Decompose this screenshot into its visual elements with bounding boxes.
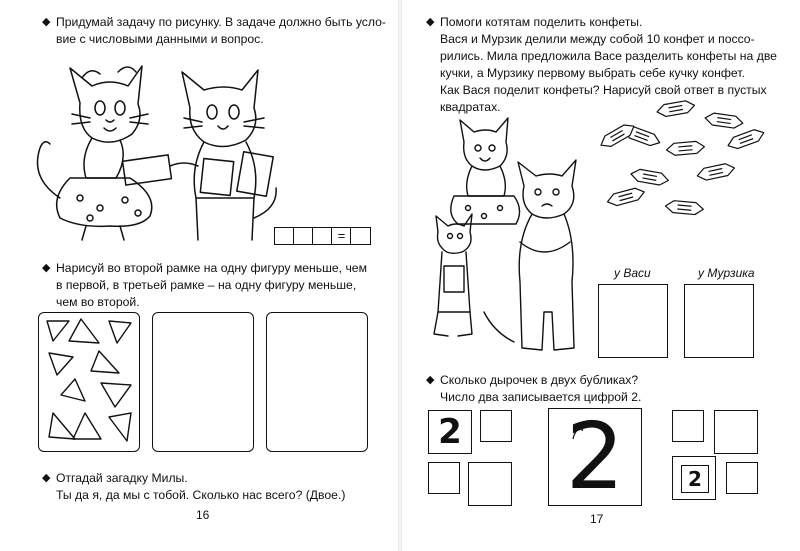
equation-box[interactable] <box>312 227 333 245</box>
large-digit-tracing-box <box>548 408 642 506</box>
writing-direction-arrow-icon <box>569 423 589 443</box>
task-text-line: квадратах. <box>440 100 501 114</box>
task-text-line: чем во второй. <box>56 295 140 309</box>
digit-practice-box[interactable] <box>480 410 512 442</box>
label-vasya: у Васи <box>614 266 651 280</box>
label-murzik: у Мурзика <box>698 266 755 280</box>
task-bagel-holes <box>426 372 785 406</box>
page-number: 17 <box>590 512 604 526</box>
task-make-up-problem <box>42 14 386 48</box>
empty-drawing-frame-3[interactable] <box>266 312 368 452</box>
digit-practice-box[interactable] <box>726 462 758 494</box>
triangles-icon <box>39 313 139 451</box>
task-text-line: Число два записывается цифрой 2. <box>440 390 642 404</box>
digit-practice-box[interactable] <box>714 410 758 454</box>
task-text-line: Вася и Мурзик делили между собой 10 конфет и поссо- <box>440 32 755 46</box>
empty-drawing-frame-2[interactable] <box>152 312 254 452</box>
task-draw-figures <box>42 260 386 311</box>
bullet-icon: ◆ <box>42 262 51 274</box>
candies-illustration <box>596 104 776 234</box>
task-text-line: Придумай задачу по рисунку. В задаче должно быть усло- <box>56 15 386 29</box>
bullet-icon: ◆ <box>42 472 51 484</box>
task-text-line: Как Вася поделит конфеты? Нарисуй свой ответ в пустых <box>440 83 767 97</box>
page-17 <box>400 0 800 551</box>
large-digit: 2 <box>565 408 625 506</box>
task-text-line: Помоги котятам поделить конфеты. <box>440 15 643 29</box>
bullet-icon: ◆ <box>426 16 435 28</box>
equation-box[interactable] <box>274 227 295 245</box>
task-riddle <box>42 470 386 504</box>
digit-practice-box[interactable] <box>428 462 460 494</box>
bullet-icon: ◆ <box>426 374 435 386</box>
digit-practice-box[interactable] <box>468 462 512 506</box>
task-text-line: кучки, а Мурзику первому выбрать себе кучку конфет. <box>440 66 745 80</box>
equation-box[interactable] <box>350 227 371 245</box>
digit-practice-box <box>672 456 716 500</box>
answer-square-vasya[interactable] <box>598 284 668 358</box>
task-text-line: в первой, в третьей рамке – на одну фигуру меньше, <box>56 278 357 292</box>
task-text-line: Ты да я, да мы с тобой. Сколько нас всего? (Двое.) <box>56 488 346 502</box>
task-text-line: Сколько дырочек в двух бубликах? <box>440 373 639 387</box>
answer-square-murzik[interactable] <box>684 284 754 358</box>
equation-box[interactable] <box>293 227 314 245</box>
frame-with-triangles <box>38 312 140 452</box>
task-text-line: Отгадай загадку Милы. <box>56 471 188 485</box>
task-text-line: вие с числовыми данными и вопрос. <box>56 32 264 46</box>
task-text-line: Нарисуй во второй рамке на одну фигуру меньше, чем <box>56 261 367 275</box>
page-number: 16 <box>196 508 210 522</box>
equals-sign-box: = <box>331 227 352 245</box>
small-digit-sample: 2 <box>681 465 709 493</box>
three-kittens-illustration <box>424 112 584 362</box>
cats-with-book-illustration <box>20 48 280 243</box>
bullet-icon: ◆ <box>42 16 51 28</box>
task-text-line: рились. Мила предложила Васе разделить конфеты на две <box>440 49 777 63</box>
digit-practice-box[interactable] <box>672 410 704 442</box>
digit-sample-box: 2 <box>428 410 472 454</box>
task-share-candies <box>426 14 785 116</box>
